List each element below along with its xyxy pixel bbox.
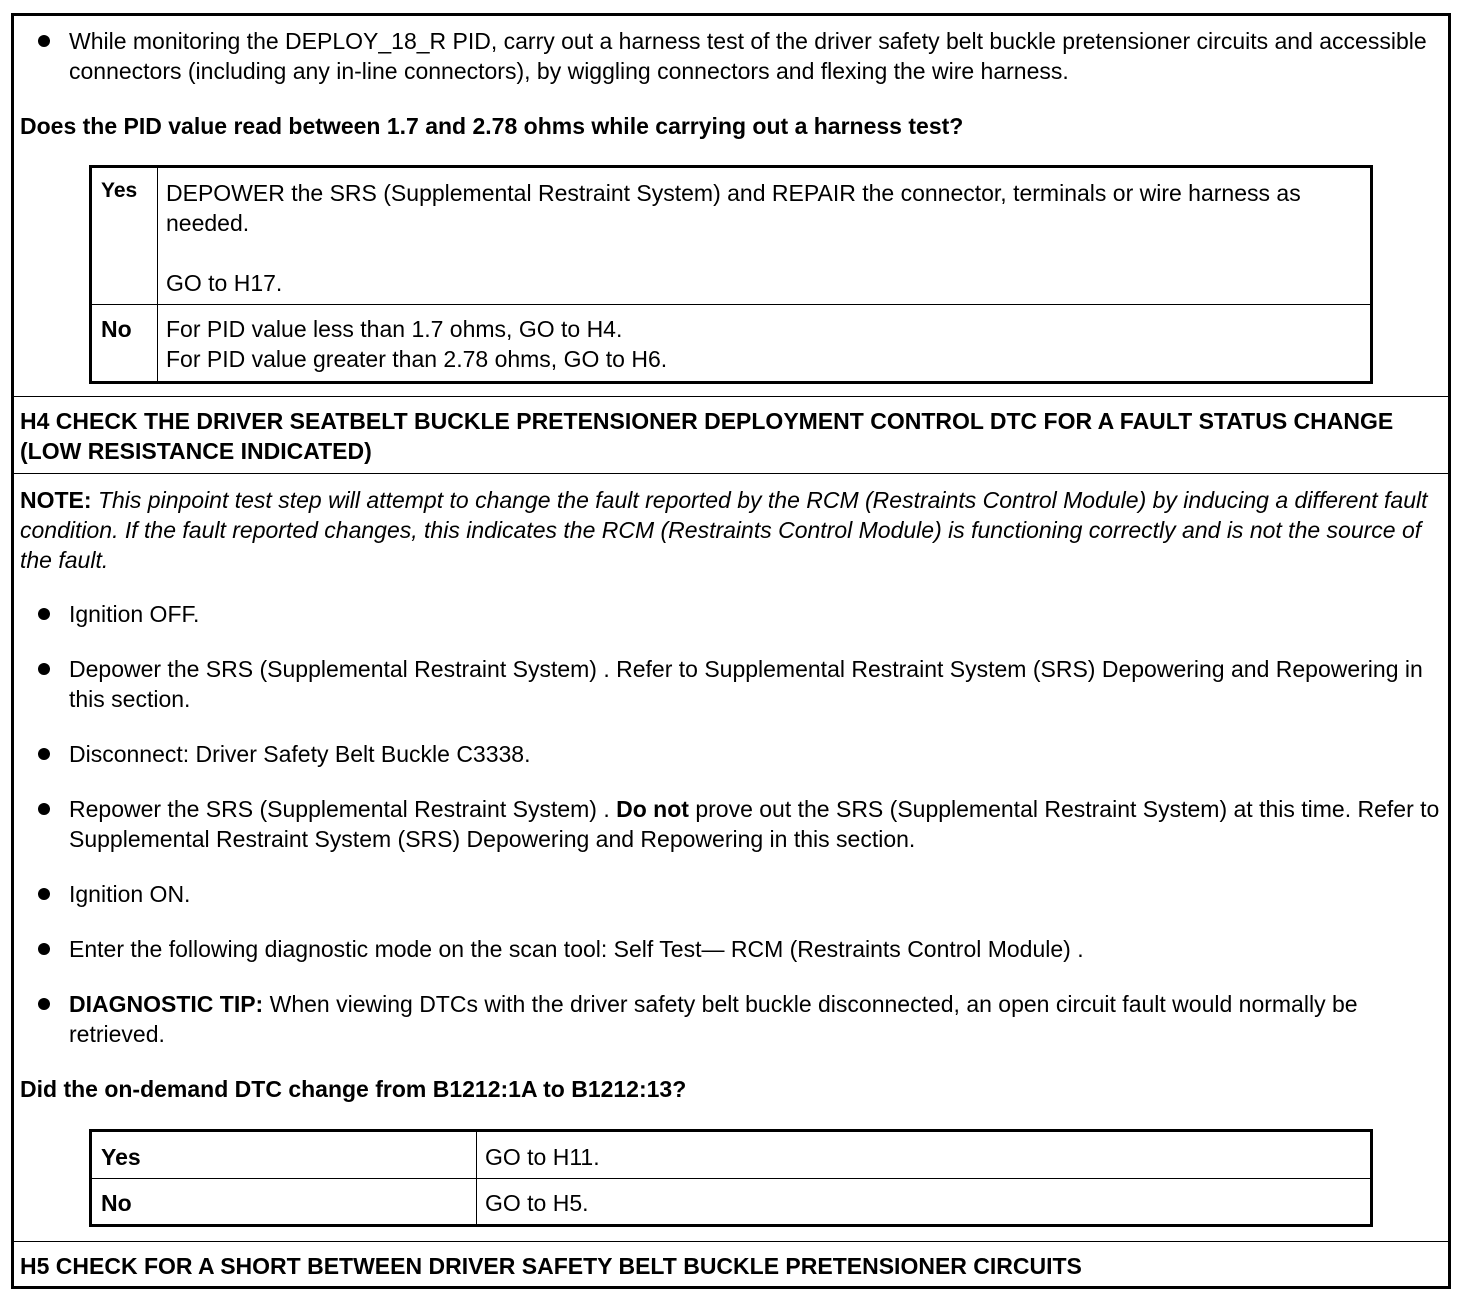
bullet-icon — [38, 608, 50, 620]
bullet-icon — [38, 998, 50, 1010]
section-divider — [11, 396, 1451, 397]
no-answer — [158, 305, 1372, 383]
yes-answer-line: DEPOWER the SRS (Supplemental Restraint System) and REPAIR the connector, terminals or wire harness as needed. — [166, 180, 1301, 236]
answer-table — [89, 165, 1373, 384]
list-item — [36, 879, 1442, 909]
no-answer-line: For PID value less than 1.7 ohms, GO to H4. — [166, 316, 623, 342]
bullet-text: Ignition OFF. — [69, 601, 200, 627]
question-text: Did the on-demand DTC change from B1212:1A to B1212:13? — [20, 1076, 687, 1102]
bullet-icon — [38, 888, 50, 900]
bullet-icon — [38, 663, 50, 675]
bullet-text — [69, 989, 1442, 1049]
diagnostic-tip-text: When viewing DTCs with the driver safety belt buckle disconnected, an open circuit fault would normally be retrieved. — [69, 991, 1358, 1047]
bullet-text: While monitoring the DEPLOY_18_R PID, carry out a harness test of the driver safety belt buckle pretensioner circuits and accessible connectors (including any in-line connectors), by wiggling connectors and flexing the wire harness. — [69, 28, 1427, 84]
table-row — [91, 167, 1372, 305]
yes-answer — [158, 167, 1372, 305]
bullet-text-part: prove out the SRS (Supplemental Restraint System) at this time. Refer to Supplemental Restraint System (SRS) Depowering and Repowering in this section. — [69, 796, 1440, 852]
bullet-icon — [38, 943, 50, 955]
step-heading: H4 CHECK THE DRIVER SEATBELT BUCKLE PRETENSIONER DEPLOYMENT CONTROL DTC FOR A FAULT STATUS CHANGE (LOW RESISTANCE INDICATED) — [20, 408, 1394, 464]
yes-label: Yes — [91, 167, 158, 305]
list-item — [36, 26, 1442, 86]
bullet-text: Ignition ON. — [69, 881, 191, 907]
list-item — [36, 934, 1442, 964]
bullet-text: Enter the following diagnostic mode on the scan tool: Self Test— RCM (Restraints Control Module) . — [69, 936, 1084, 962]
list-item — [36, 989, 1442, 1049]
diagnostic-tip-label: DIAGNOSTIC TIP: — [69, 991, 264, 1017]
step-heading: H5 CHECK FOR A SHORT BETWEEN DRIVER SAFETY BELT BUCKLE PRETENSIONER CIRCUITS — [20, 1253, 1082, 1279]
yes-answer: GO to H11. — [477, 1131, 1372, 1179]
note — [20, 485, 1440, 575]
list-item — [36, 739, 1442, 769]
bullet-text-part: Repower the SRS (Supplemental Restraint System) . — [69, 796, 617, 822]
answer-table — [89, 1129, 1373, 1227]
bullet-icon — [38, 803, 50, 815]
table-row — [91, 305, 1372, 383]
note-text: This pinpoint test step will attempt to change the fault reported by the RCM (Restraints Control Module) by inducing a different fault condition. If the fault reported changes, this indicates the RCM (Restraints Control Module) is functioning correctly and is not the source of the fault. — [20, 487, 1428, 573]
bullet-text: Disconnect: Driver Safety Belt Buckle C3338. — [69, 741, 531, 767]
table-row — [91, 1179, 1372, 1226]
bullet-text-emphasis: Do not — [616, 796, 689, 822]
list-item — [36, 794, 1442, 854]
list-item — [36, 599, 1442, 629]
no-answer: GO to H5. — [477, 1179, 1372, 1226]
list-item — [36, 654, 1442, 714]
bullet-text — [69, 794, 1442, 854]
bullet-icon — [38, 35, 50, 47]
bullet-icon — [38, 748, 50, 760]
note-label: NOTE: — [20, 487, 92, 513]
no-label: No — [91, 305, 158, 383]
table-row — [91, 1131, 1372, 1179]
question-text: Does the PID value read between 1.7 and 2.78 ohms while carrying out a harness test? — [20, 113, 964, 139]
no-answer-line: For PID value greater than 2.78 ohms, GO to H6. — [166, 346, 668, 372]
section-divider — [11, 1241, 1451, 1242]
bullet-text: Depower the SRS (Supplemental Restraint System) . Refer to Supplemental Restraint System (SRS) Depowering and Repowering in this section. — [69, 656, 1423, 712]
no-label: No — [91, 1179, 477, 1226]
section-divider — [11, 473, 1451, 474]
yes-goto: GO to H17. — [166, 270, 283, 296]
yes-label: Yes — [91, 1131, 477, 1179]
